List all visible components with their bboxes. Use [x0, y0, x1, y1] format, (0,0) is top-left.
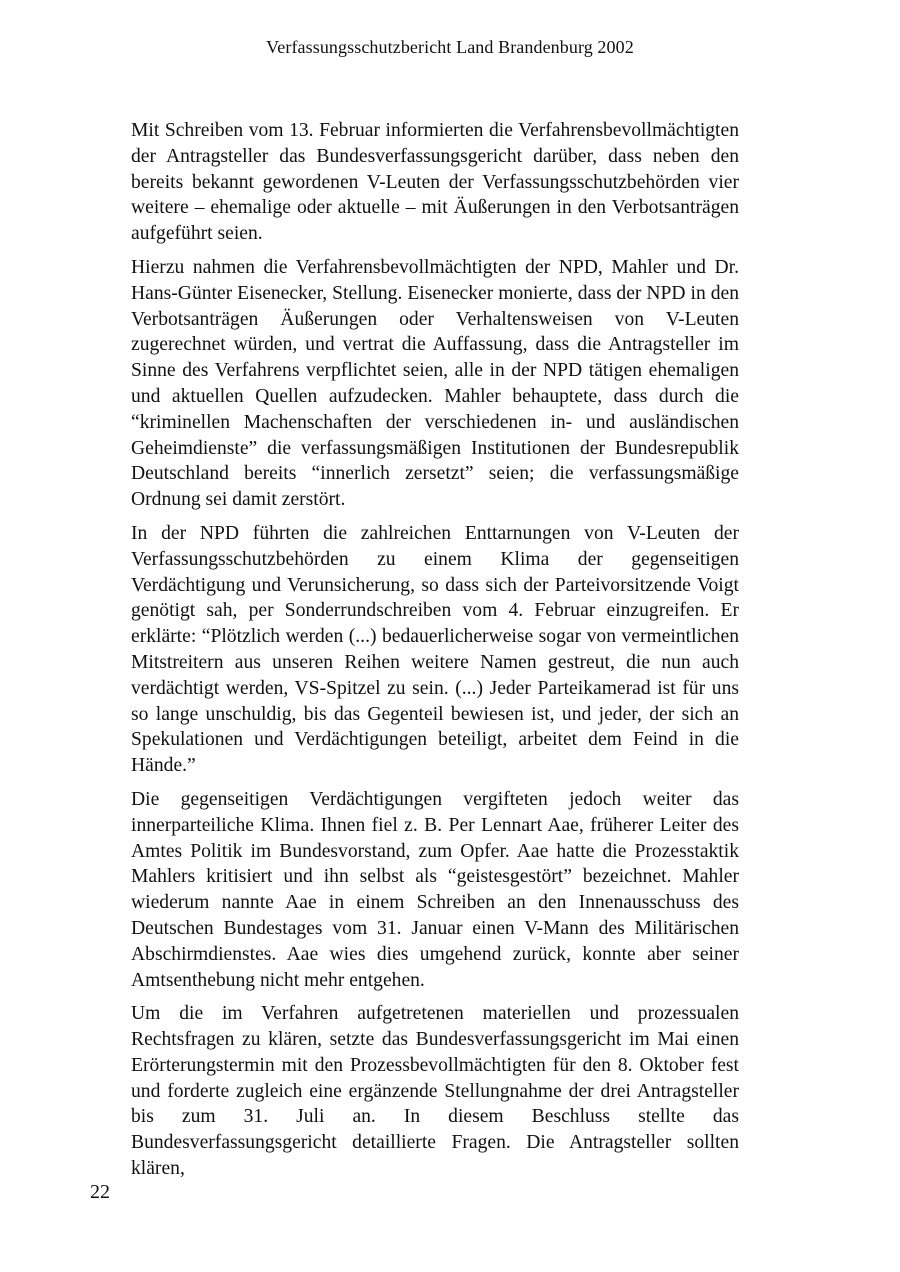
paragraph-3: In der NPD führten die zahlreichen Enttarnungen von V-Leuten der Verfassungsschutzbehörden zu einem Klima der gegenseitigen Verdächtigung und Verunsicherung, so dass sich der Parteivorsitzende Voigt genötigt sah, per Sonderrundschreiben vom 4. Februar einzugreifen. Er erklärte: “Plötzlich werden (...) bedauerlicherweise sogar von vermeintlichen Mitstreitern aus unseren Reihen weitere Namen gestreut, die nun auch verdächtigt werden, VS-Spitzel zu sein. (...) Jeder Parteikamerad ist für uns so lange unschuldig, bis das Gegenteil bewiesen ist, und jeder, der sich an Spekulationen und Verdächtigungen beteiligt, arbeitet dem Feind in die Hände.” — [131, 522, 739, 777]
body-text — [131, 118, 739, 1182]
paragraph-1: Mit Schreiben vom 13. Februar informierten die Verfahrensbevollmächtigten der Antragsteller das Bundesverfassungsgericht darüber, dass neben den bereits bekannt gewordenen V-Leuten der Verfassungsschutzbehörden vier weitere – ehemalige oder aktuelle – mit Äußerungen in den Verbotsanträgen aufgeführt seien. — [131, 120, 739, 245]
page-number: 22 — [90, 1181, 110, 1203]
paragraph-4: Die gegenseitigen Verdächtigungen vergifteten jedoch weiter das innerparteiliche Klima. Ihnen fiel z. B. Per Lennart Aae, früherer Leiter des Amtes Politik im Bundesvorstand, zum Opfer. Aae hatte die Prozesstaktik Mahlers kritisiert und ihn selbst als “geistesgestört” bezeichnet. Mahler wiederum nannte Aae in einem Schreiben an den Innenausschuss des Deutschen Bundestages vom 31. Januar einen V-Mann des Militärischen Abschirmdienstes. Aae wies dies umgehend zurück, konnte aber seiner Amtsenthebung nicht mehr entgehen. — [131, 788, 739, 991]
paragraph-2: Hierzu nahmen die Verfahrensbevollmächtigten der NPD, Mahler und Dr. Hans-Günter Eisenecker, Stellung. Eisenecker monierte, dass der NPD in den Verbotsanträgen Äußerungen oder Verhaltensweisen von V-Leuten zugerechnet würden, und vertrat die Auffassung, dass die Antragsteller im Sinne des Verfahrens verpflichtet seien, alle in der NPD tätigen ehemaligen und aktuellen Quellen aufzudecken. Mahler behauptete, dass durch die “kriminellen Machenschaften der verschiedenen in- und ausländischen Geheimdienste” die verfassungsmäßigen Institutionen der Bundesrepublik Deutschland bereits “innerlich zersetzt” seien; die verfassungsmäßige Ordnung sei damit zerstört. — [131, 256, 739, 511]
paragraph-5: Um die im Verfahren aufgetretenen materiellen und prozessualen Rechtsfragen zu klären, setzte das Bundesverfassungsgericht im Mai einen Erörterungstermin mit den Prozessbevollmächtigten für den 8. Oktober fest und forderte zugleich eine ergänzende Stellungnahme der drei Antragsteller bis zum 31. Juli an. In diesem Beschluss stellte das Bundesverfassungsgericht detaillierte Fragen. Die Antragsteller sollten klären, — [131, 1003, 739, 1180]
running-header: Verfassungsschutzbericht Land Brandenburg 2002 — [266, 37, 634, 57]
